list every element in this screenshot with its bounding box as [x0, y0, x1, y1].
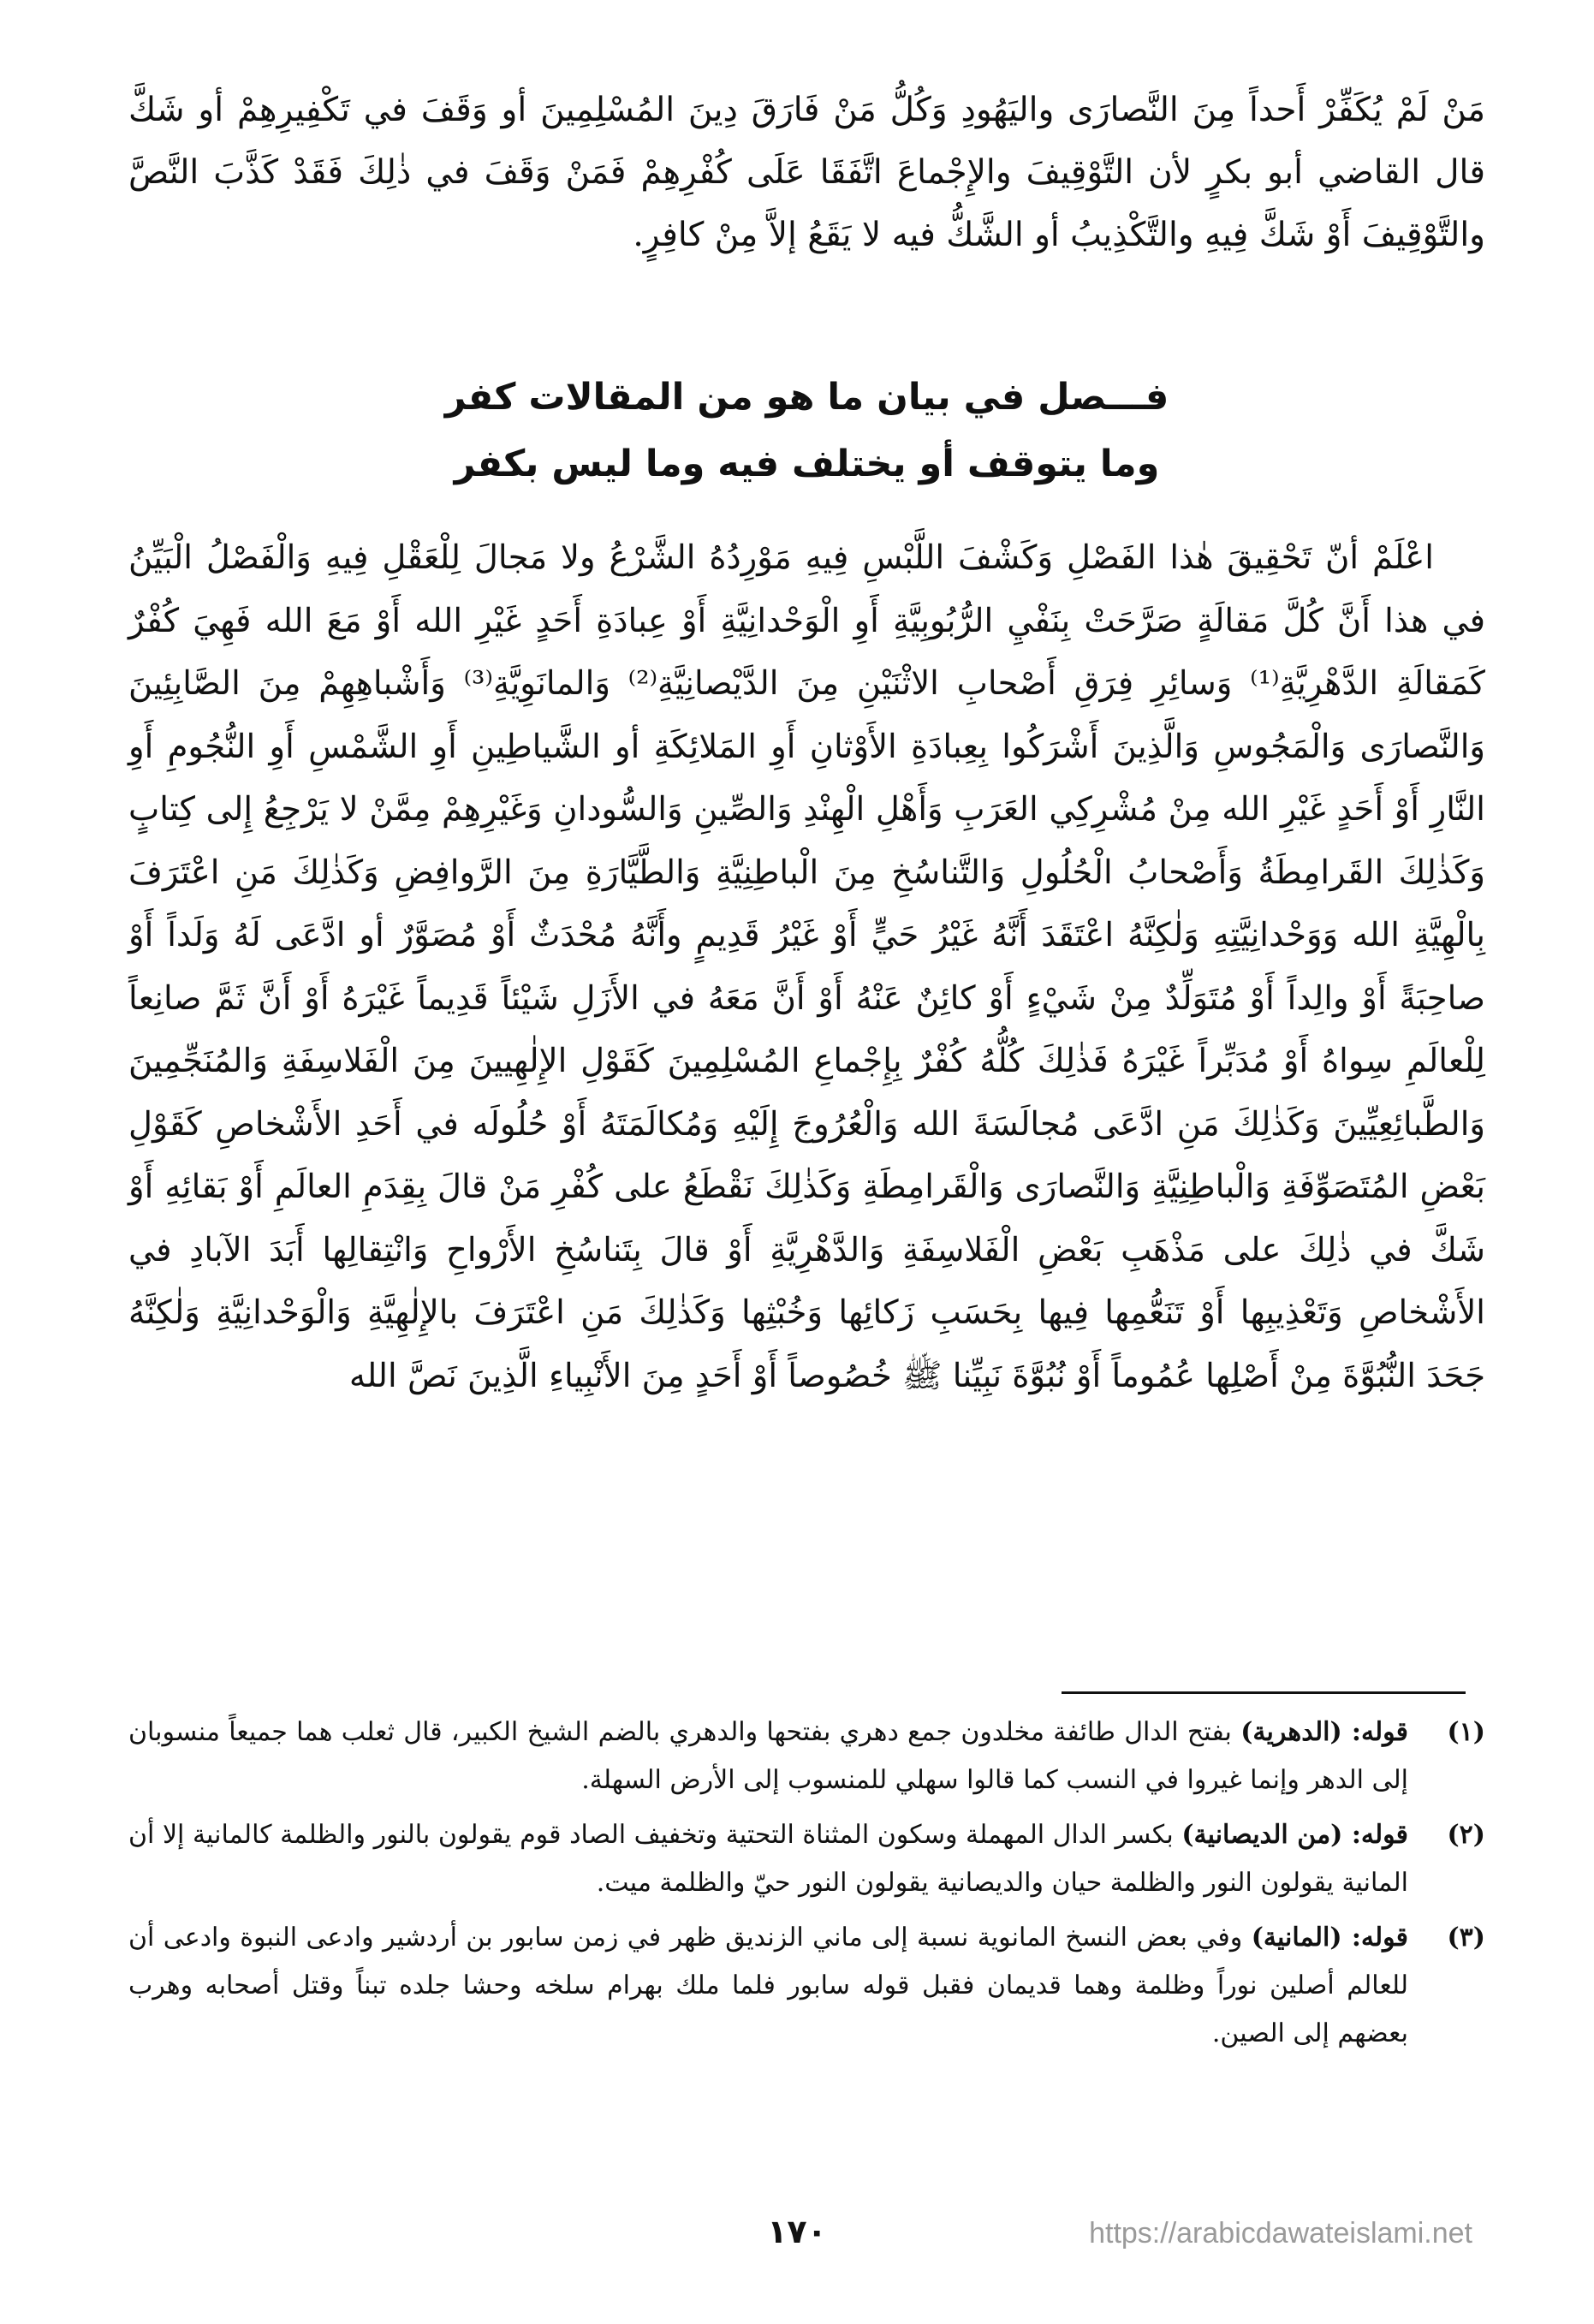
footnote-text: بكسر الدال المهملة وسكون المثناة التحتية وتخفيف الصاد قوم يقولون بالنور والظلمة كالمانية إلا أن المانية يقولون النور والظلمة حيان والديصانية يقولون النور حيّ والظلمة ميت. — [128, 1820, 1408, 1898]
footnotes — [128, 1709, 1485, 2065]
footnote-body — [128, 1914, 1408, 2058]
footnote-1 — [128, 1709, 1485, 1804]
footnote-separator — [1062, 1691, 1466, 1694]
watermark-url: https://arabicdawateislami.net — [1089, 2217, 1472, 2250]
footnote-body — [128, 1709, 1408, 1804]
intro-text: مَنْ لَمْ يُكَفِّرْ أَحداً مِنَ النَّصارَى واليَهُودِ وَكُلُّ مَنْ فَارَقَ دِينَ المُسْلِمِينَ أو وَقَفَ في تَكْفِيرِهِمْ أو شَكَّ قال القاضي أبو بكرٍ لأن التَّوْقِيفَ والإِجْماعَ اتَّفَقَا عَلَى كُفْرِهِمْ فَمَنْ وَقَفَ في ذٰلِكَ فَقَدْ كَذَّبَ النَّصَّ والتَّوْقِيفَ أَوْ شَكَّ فِيهِ والتَّكْذِيبُ أو الشَّكُّ فيه لا يَقَعُ إلاَّ مِنْ كافِرٍ. — [128, 91, 1485, 254]
footnote-number: (٢) — [1447, 1820, 1485, 1850]
intro-paragraph — [128, 79, 1485, 266]
footnote-term: قوله: (الدهرية) — [1240, 1717, 1409, 1747]
footnote-2 — [128, 1811, 1485, 1907]
footnote-body — [128, 1811, 1408, 1907]
footnote-text: وفي بعض النسخ المانوية نسبة إلى ماني الزنديق ظهر في زمن سابور بن أردشير وادعى النبوة وادعى أن للعالم أصلين نوراً وظلمة وهما قديمان فقبل قوله سابور فلما ملك بهرام سلخه وحشا جلده تبناً وقتل أصحابه وهرب بعضهم إلى الصين. — [128, 1923, 1408, 2048]
body-paragraph — [128, 526, 1485, 1407]
footnote-term: قوله: (المانية) — [1251, 1923, 1408, 1953]
section-heading — [128, 364, 1485, 497]
footnote-text: بفتح الدال طائفة مخلدون جمع دهري بفتحها والدهري بالضم الشيخ الكبير، قال ثعلب هما جميعاً منسوبان إلى الدهر وإنما غيروا في النسب كما قالوا سهلي للمنسوب إلى الأرض السهلة. — [128, 1717, 1408, 1795]
body-text: اعْلَمْ أنّ تَحْقِيقَ هٰذا الفَصْلِ وَكَشْفَ اللَّبْسِ فِيهِ مَوْرِدُهُ الشَّرْعُ ولا مَجالَ لِلْعَقْلِ فِيهِ وَالْفَصْلُ الْبَيِّنُ في هذا أَنَّ كُلَّ مَقالَةٍ صَرَّحَتْ بِنَفْيِ الرُّبُوبِيَّةِ أَوِ الْوَحْدانِيَّةِ أَوْ عِبادَةِ أَحَدٍ غَيْرِ الله أَوْ مَعَ الله فَهِيَ كُفْرٌ كَمَقالَةِ الدَّهْرِيَّةِ⁽¹⁾ وَسائِرِ فِرَقِ أَصْحابِ الاثْنَيْنِ مِنَ الدَّيْصانِيَّةِ⁽²⁾ وَالمانَوِيَّةِ⁽³⁾ وَأَشْباهِهِمْ مِنَ الصَّابِئِينَ وَالنَّصارَى وَالْمَجُوسِ وَالَّذِينَ أَشْرَكُوا بِعِبادَةِ الأَوْثانِ أَوِ المَلائِكَةِ أو الشَّياطِينِ أَوِ الشَّمْسِ أَوِ النُّجُومِ أَوِ النَّارِ أَوْ أَحَدٍ غَيْرِ الله مِنْ مُشْرِكِي العَرَبِ وَأَهْلِ الْهِنْدِ وَالصِّينِ وَالسُّودانِ وَغَيْرِهِمْ مِمَّنْ لا يَرْجِعُ إِلى كِتابٍ وَكَذٰلِكَ القَرامِطَةُ وَأَصْحابُ الْحُلُولِ وَالتَّناسُخِ مِنَ الْباطِنِيَّةِ وَالطَّيَّارَةِ مِنَ الرَّوافِضِ وَكَذٰلِكَ مَنِ اعْتَرَفَ بِالْهِيَّةِ الله وَوَحْدانِيَّتِهِ وَلٰكِنَّهُ اعْتَقَدَ أَنَّهُ غَيْرُ حَيٍّ أَوْ غَيْرُ قَدِيمٍ وأَنَّهُ مُحْدَثٌ أَوْ مُصَوَّرٌ أو ادَّعَى لَهُ وَلَداً أَوْ صاحِبَةً أَوْ والِداً أَوْ مُتَوَلِّدٌ مِنْ شَيْءٍ أَوْ كائِنٌ عَنْهُ أَوْ أَنَّ مَعَهُ في الأَزَلِ شَيْئاً قَدِيماً غَيْرَهُ أَوْ أَنَّ ثَمَّ صانِعاً لِلْعالَمِ سِواهُ أَوْ مُدَبِّراً غَيْرَهُ فَذٰلِكَ كُلُّهُ كُفْرٌ بِإِجْماعِ المُسْلِمِينَ كَقَوْلِ الإِلٰهِيينَ مِنَ الْفَلاسِفَةِ وَالمُنَجِّمِينَ وَالطَّبائِعِيِّينَ وَكَذٰلِكَ مَنِ ادَّعَى مُجالَسَةَ الله وَالْعُرُوجَ إِلَيْهِ وَمُكالَمَتَهُ أَوْ حُلُولَه في أَحَدِ الأَشْخاصِ كَقَوْلِ بَعْضِ المُتَصَوِّفَةِ وَالْباطِنِيَّةِ وَالنَّصارَى وَالْقَرامِطَةِ وَكَذٰلِكَ نَقْطَعُ على كُفْرِ مَنْ قالَ بِقِدَمِ العالَمِ أَوْ بَقائِهِ أَوْ شَكَّ في ذٰلِكَ على مَذْهَبِ بَعْضِ الْفَلاسِفَةِ وَالدَّهْرِيَّةِ أَوْ قالَ بِتَناسُخِ الأَرْواحِ وَانْتِقالِها أَبَدَ الآبادِ في الأَشْخاصِ وَتَعْذِيبِها أَوْ تَنَعُّمِها فِيها بِحَسَبِ زَكائِها وَخُبْثِها وَكَذٰلِكَ مَنِ اعْتَرَفَ بالإِلٰهِيَّةِ وَالْوَحْدانِيَّةِ وَلٰكِنَّهُ جَحَدَ النُّبُوَّةَ مِنْ أَصْلِها عُمُوماً أَوْ نُبُوَّةَ نَبِيِّنا ﷺ خُصُوصاً أَوْ أَحَدٍ مِنَ الأَنْبِياءِ الَّذِينَ نَصَّ الله — [128, 538, 1485, 1395]
footnote-number: (٣) — [1447, 1923, 1485, 1953]
section-heading-line-2: وما يتوقف أو يختلف فيه وما ليس بكفر — [454, 443, 1160, 485]
section-heading-line-1: فـــصل في بيان ما هو من المقالات كفر — [444, 376, 1169, 419]
page-number: ١٧٠ — [767, 2213, 827, 2250]
footnote-3 — [128, 1914, 1485, 2058]
footnote-number: (١) — [1447, 1717, 1485, 1747]
footnote-term: قوله: (من الديصانية) — [1181, 1820, 1408, 1850]
